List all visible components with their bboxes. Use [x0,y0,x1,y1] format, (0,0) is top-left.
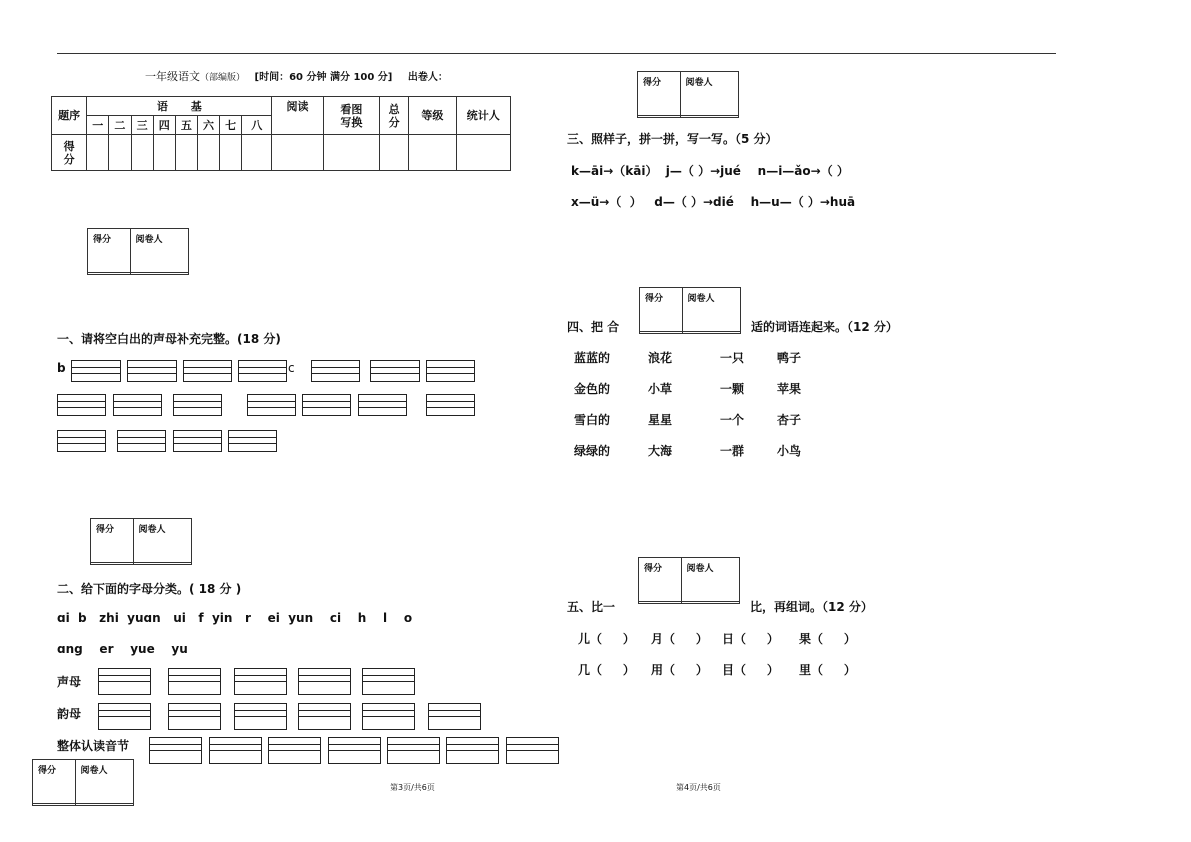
grader-name-cell[interactable] [682,332,740,334]
section3-line2: x—ü→（ ） d—（ ）→dié h—u—（ ）→huā [571,195,856,209]
section2-title: 二、给下面的字母分类。( 18 分 ) [57,582,242,596]
word-col1-3: 绿绿的 [574,444,611,458]
row-label-tixu: 题序 [52,97,87,135]
section2-letters-line1: ɑi b zhi yuɑn ui f yin r ei yun ci h l o [57,611,413,625]
pinyin-box[interactable] [71,360,121,382]
grader-name-label: 阅卷人 [75,760,133,804]
pinyin-box[interactable] [311,360,360,382]
grader-box [32,759,134,806]
section2-letters-line2: ɑng er yue yu [57,642,188,656]
page-number-left: 第3页/共6页 [390,783,435,792]
grader-score-cell[interactable] [91,563,134,565]
grader-box [637,71,739,118]
grader-box [639,287,741,334]
score-cell[interactable] [242,135,272,171]
score-cell[interactable] [272,135,323,171]
score-table [51,96,511,171]
grader-name-cell[interactable] [681,602,739,604]
answer-box[interactable] [446,737,499,764]
word-col2-2: 星星 [648,413,673,427]
page-number-right: 第4页/共6页 [676,783,721,792]
grader-score-cell[interactable] [639,602,682,604]
col-5: 五 [175,116,197,135]
answer-box[interactable] [234,703,287,730]
word-col3-0: 一只 [720,351,745,365]
word-col2-3: 大海 [648,444,673,458]
exam-info: [时间：60 分钟 满分 100 分] [254,72,393,83]
pinyin-box[interactable] [113,394,162,416]
pinyin-box[interactable] [358,394,407,416]
compare-r1-1: 月（ ） [651,632,708,646]
pinyin-box[interactable] [228,430,277,452]
answer-box[interactable] [268,737,321,764]
section1-start-letter: b [57,361,66,375]
col-4: 四 [153,116,175,135]
grader-box [638,557,740,604]
word-col3-1: 一颗 [720,382,745,396]
section3-title: 三、照样子，拼一拼，写一写。（5 分） [567,132,778,146]
answer-box[interactable] [168,703,221,730]
score-cell[interactable] [197,135,219,171]
pinyin-box[interactable] [426,394,475,416]
compare-r1-0: 儿（ ） [578,632,635,646]
answer-box[interactable] [168,668,221,695]
exam-author: 出卷人： [407,72,448,83]
pinyin-box[interactable] [117,430,166,452]
grader-name-cell[interactable] [133,563,191,565]
jichu-header: 语 基 [87,97,272,116]
section5-title-left: 五、比一 [567,600,616,614]
counter-header: 统计人 [456,97,510,135]
pinyin-box[interactable] [238,360,287,382]
compare-r2-2: 目（ ） [722,663,779,677]
pinyin-box[interactable] [302,394,351,416]
compare-r2-1: 用（ ） [651,663,708,677]
answer-box[interactable] [362,703,415,730]
pinyin-box[interactable] [247,394,296,416]
grader-name-label: 阅卷人 [133,519,191,563]
compare-r2-0: 几（ ） [578,663,635,677]
grader-score-label: 得分 [88,229,131,273]
answer-box[interactable] [362,668,415,695]
answer-box[interactable] [506,737,559,764]
word-col1-2: 雪白的 [574,413,611,427]
score-cell[interactable] [323,135,379,171]
score-cell[interactable] [456,135,510,171]
compare-r2-3: 里（ ） [799,663,856,677]
col-8: 八 [242,116,272,135]
picture-header: 看图写换 [323,97,379,135]
section1-title: 一、请将空白出的声母补充完整。(18 分) [57,332,281,346]
grader-name-cell[interactable] [680,116,738,118]
grader-score-label: 得分 [33,760,76,804]
answer-box[interactable] [387,737,440,764]
score-cell[interactable] [87,135,109,171]
word-col4-2: 杏子 [777,413,802,427]
section3-line1: k—āi→（kāi） j—（ ）→jué n—i—ǎo→（ ） [571,164,849,178]
pinyin-box[interactable] [370,360,420,382]
answer-box[interactable] [209,737,262,764]
answer-box[interactable] [298,668,351,695]
col-6: 六 [197,116,219,135]
grader-score-cell[interactable] [638,116,681,118]
pinyin-box[interactable] [57,394,106,416]
word-col4-0: 鸭子 [777,351,802,365]
score-cell[interactable] [175,135,197,171]
col-3: 三 [131,116,153,135]
grader-name-label: 阅卷人 [682,288,740,332]
grade-header: 等级 [409,97,456,135]
compare-r1-3: 果（ ） [799,632,856,646]
pinyin-box[interactable] [183,360,232,382]
score-cell[interactable] [131,135,153,171]
grader-score-cell[interactable] [88,273,131,275]
score-cell[interactable] [220,135,242,171]
reading-header: 阅读 [272,97,323,135]
grader-name-label: 阅卷人 [130,229,188,273]
exam-title: 一年级语文 [145,70,200,83]
score-cell[interactable] [153,135,175,171]
answer-box[interactable] [328,737,381,764]
score-cell[interactable] [109,135,131,171]
pinyin-box[interactable] [127,360,177,382]
top-rule [57,53,1056,54]
score-cell[interactable] [409,135,456,171]
pinyin-box[interactable] [173,430,222,452]
col-7: 七 [220,116,242,135]
grader-score-cell[interactable] [640,332,683,334]
section5-title-right: 比，再组词。（12 分） [750,600,873,614]
grader-score-cell[interactable] [33,804,76,806]
zhengti-label: 整体认读音节 [57,739,130,753]
row-label-defen: 得分 [52,135,87,171]
grader-score-label: 得分 [638,72,681,116]
word-col1-0: 蓝蓝的 [574,351,611,365]
section4-title-left: 四、把 合 [567,320,620,334]
exam-edition: （部编版） [200,73,246,83]
compare-r1-2: 日（ ） [722,632,779,646]
yunmu-label: 韵母 [57,707,82,721]
answer-box[interactable] [98,668,151,695]
grader-name-label: 阅卷人 [681,558,739,602]
word-col4-3: 小鸟 [777,444,802,458]
grader-box [87,228,189,275]
word-col3-2: 一个 [720,413,745,427]
section1-mid-letter: c [288,361,295,375]
answer-box[interactable] [234,668,287,695]
word-col1-1: 金色的 [574,382,611,396]
section4-title-right: 适的词语连起来。（12 分） [751,320,898,334]
word-col3-3: 一群 [720,444,745,458]
grader-name-cell[interactable] [130,273,188,275]
pinyin-box[interactable] [173,394,222,416]
grader-score-label: 得分 [640,288,683,332]
grader-name-cell[interactable] [75,804,133,806]
score-cell[interactable] [380,135,409,171]
answer-box[interactable] [149,737,202,764]
pinyin-box[interactable] [426,360,475,382]
total-header: 总分 [380,97,409,135]
grader-box [90,518,192,565]
exam-header [145,68,448,84]
pinyin-box[interactable] [57,430,106,452]
grader-score-label: 得分 [639,558,682,602]
answer-box[interactable] [298,703,351,730]
shengmu-label: 声母 [57,675,82,689]
word-col4-1: 苹果 [777,382,802,396]
grader-name-label: 阅卷人 [680,72,738,116]
col-1: 一 [87,116,109,135]
word-col2-1: 小草 [648,382,673,396]
answer-box[interactable] [428,703,481,730]
grader-score-label: 得分 [91,519,134,563]
word-col2-0: 浪花 [648,351,673,365]
col-2: 二 [109,116,131,135]
answer-box[interactable] [98,703,151,730]
